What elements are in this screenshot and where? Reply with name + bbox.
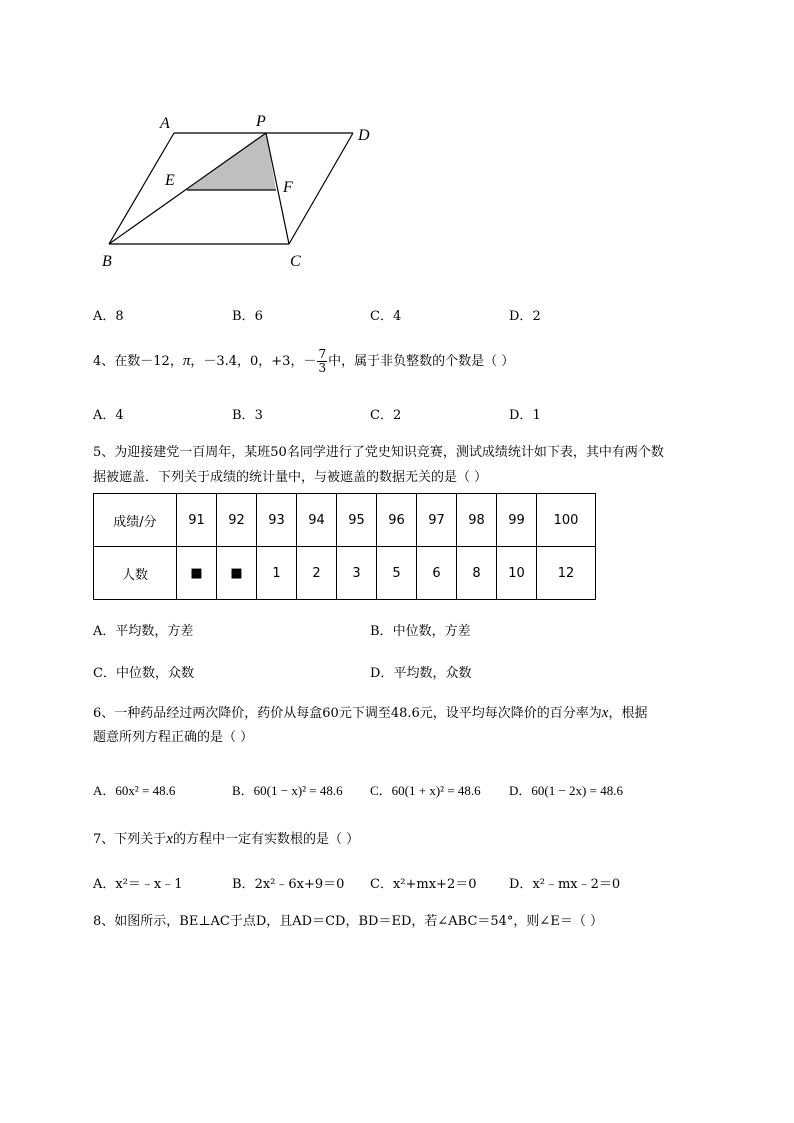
count-cell: 5: [377, 547, 417, 600]
table-row-scores: [94, 494, 596, 547]
pi-symbol: π: [182, 353, 191, 369]
count-cell: 6: [417, 547, 457, 600]
header-count: 人数: [94, 547, 177, 600]
q5-stem-line2: 据被遮盖．下列关于成绩的统计量中，与被遮盖的数据无关的是（ ）: [93, 470, 488, 485]
q4-option-b[interactable]: B．3: [232, 408, 263, 423]
label-a: A: [160, 115, 170, 132]
q3-option-c[interactable]: C．4: [370, 309, 402, 324]
q4-option-a[interactable]: A．4: [93, 408, 124, 423]
header-score: 成绩/分: [94, 494, 177, 547]
score-cell: 91: [177, 494, 217, 547]
count-cell-covered: ■: [217, 547, 257, 600]
q5-option-d[interactable]: D．平均数，众数: [370, 666, 472, 681]
q3-option-a[interactable]: A．8: [93, 309, 124, 324]
q3-option-b[interactable]: B．6: [232, 309, 263, 324]
score-cell: 93: [257, 494, 297, 547]
label-p: P: [256, 113, 266, 130]
q4-option-d[interactable]: D．1: [509, 408, 541, 423]
score-cell: 96: [377, 494, 417, 547]
q7-option-b[interactable]: B．2x²﹣6x+9＝0: [232, 877, 345, 892]
count-cell: 1: [257, 547, 297, 600]
score-cell: 100: [537, 494, 596, 547]
q6-option-d[interactable]: D．60(1 − 2x) = 48.6: [509, 783, 623, 798]
q7-option-d[interactable]: D．x²﹣mx﹣2＝0: [509, 877, 621, 892]
q5-option-c[interactable]: C．中位数，众数: [93, 666, 194, 681]
score-cell: 97: [417, 494, 457, 547]
score-cell: 94: [297, 494, 337, 547]
table-row-counts: [94, 547, 596, 600]
label-f: F: [283, 179, 293, 196]
count-cell: 12: [537, 547, 596, 600]
q5-option-a[interactable]: A．平均数，方差: [93, 624, 194, 639]
q6-option-a[interactable]: A．60x² = 48.6: [93, 783, 176, 798]
q7-option-a[interactable]: A．x²＝﹣x﹣1: [93, 877, 183, 892]
count-cell-covered: ■: [177, 547, 217, 600]
q4-option-c[interactable]: C．2: [370, 408, 402, 423]
q6-stem-line2: 题意所列方程正确的是（ ）: [93, 730, 254, 745]
score-table: [93, 493, 596, 600]
shaded-triangle-pef: [187, 133, 276, 190]
q5-option-b[interactable]: B．中位数，方差: [370, 624, 471, 639]
score-cell: 99: [497, 494, 537, 547]
label-c: C: [290, 253, 301, 270]
q6-option-c[interactable]: C．60(1 + x)² = 48.6: [370, 783, 481, 798]
score-cell: 95: [337, 494, 377, 547]
q6-option-b[interactable]: B．60(1 − x)² = 48.6: [232, 783, 343, 798]
q3-option-d[interactable]: D．2: [509, 309, 541, 324]
label-e: E: [165, 172, 175, 189]
count-cell: 8: [457, 547, 497, 600]
label-d: D: [358, 127, 370, 144]
q6-stem-line1: 6、一种药品经过两次降价，药价从每盒60元下调至48.6元，设平均每次降价的百分率为x，根据: [93, 705, 648, 721]
q4-stem: 4、在数－12，π，－3.4，0，+3，－ $\frac{7}{3}$ 中，属于非负整数的个数是（ ）: [93, 347, 515, 375]
q8-stem: 8、如图所示，BE⊥AC于点D，且AD＝CD，BD＝ED，若∠ABC＝54°，则∠E＝（ ）: [93, 914, 603, 929]
parallelogram-figure: [0, 0, 794, 300]
q7-option-c[interactable]: C．x²+mx+2＝0: [370, 877, 477, 892]
q7-stem: 7、下列关于x的方程中一定有实数根的是（ ）: [93, 831, 360, 847]
count-cell: 10: [497, 547, 537, 600]
label-b: B: [102, 253, 112, 270]
score-cell: 98: [457, 494, 497, 547]
fraction-seven-thirds: $\frac{7}{3}$: [318, 347, 327, 375]
count-cell: 3: [337, 547, 377, 600]
count-cell: 2: [297, 547, 337, 600]
q5-stem-line1: 5、为迎接建党一百周年，某班50名同学进行了党史知识竞赛，测试成绩统计如下表，其中有两个数: [93, 445, 664, 460]
side-cd: [289, 133, 353, 244]
score-cell: 92: [217, 494, 257, 547]
